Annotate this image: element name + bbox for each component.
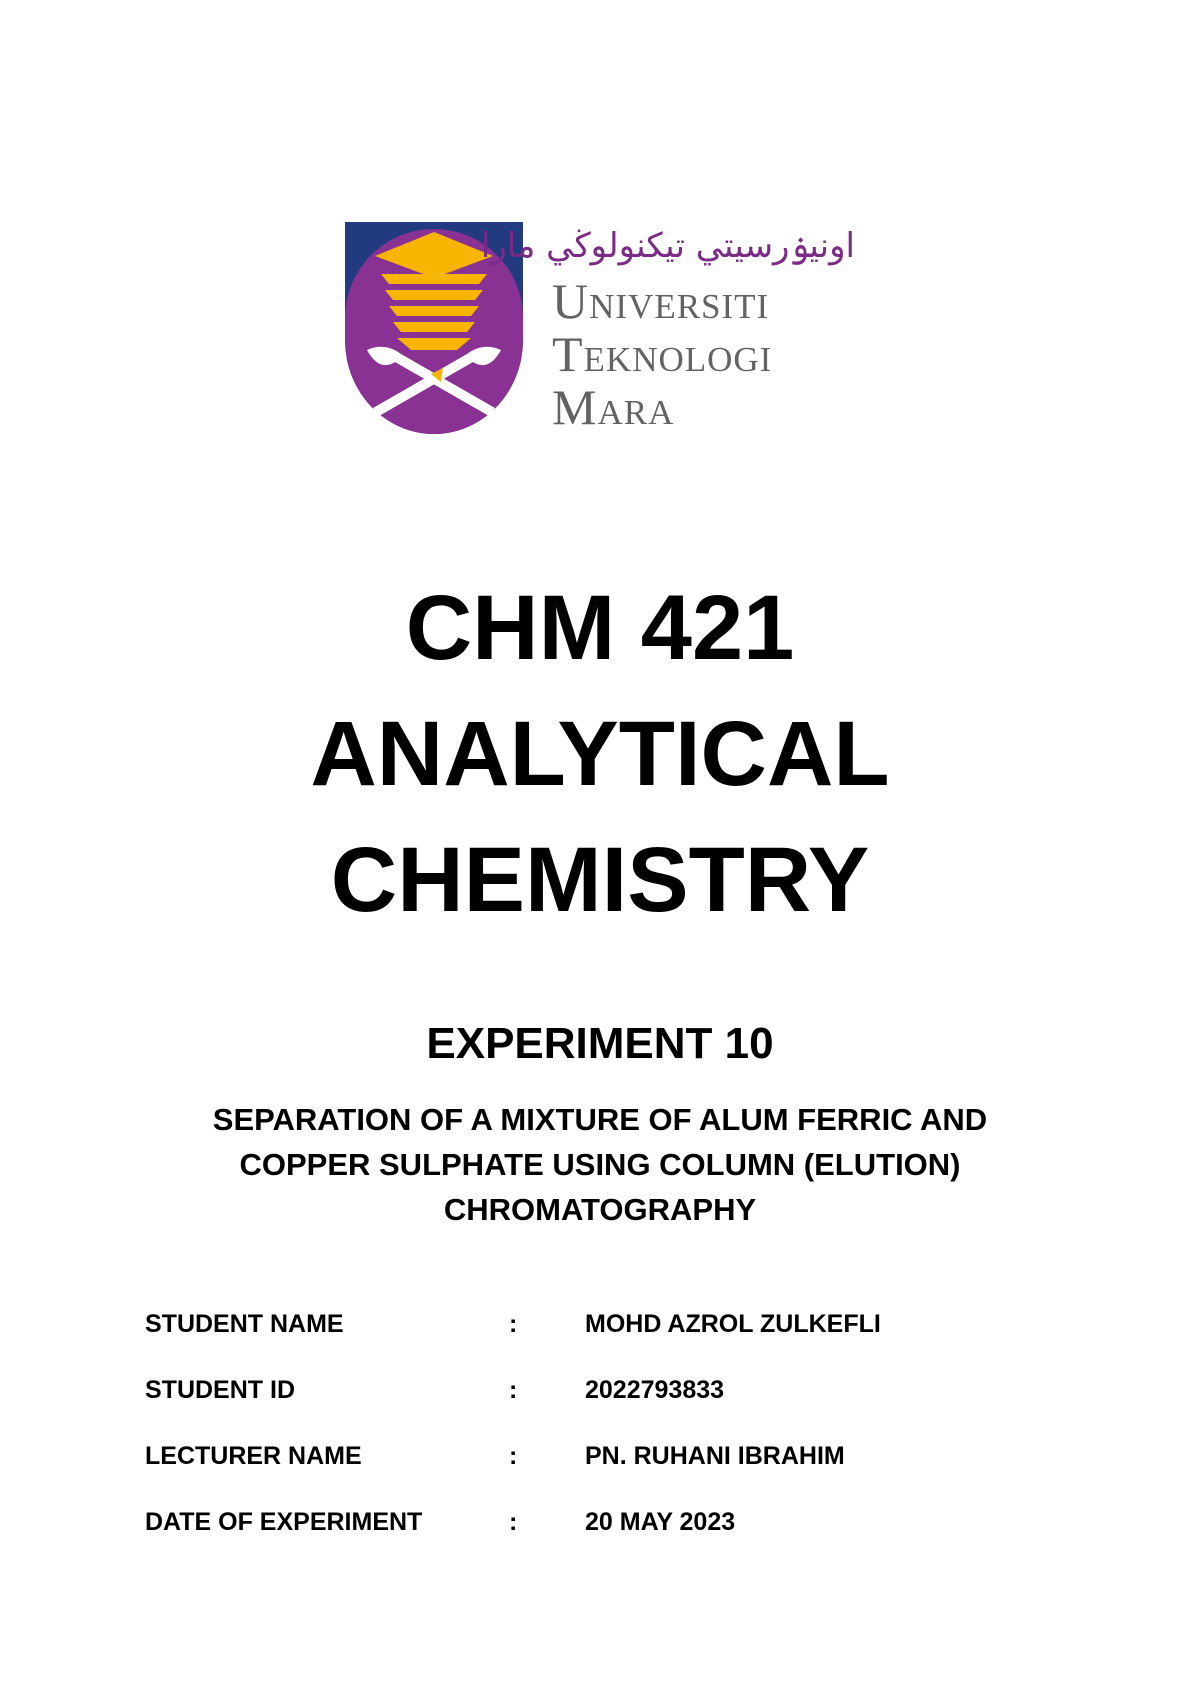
detail-row-student-name xyxy=(145,1306,1065,1372)
detail-label: LECTURER NAME xyxy=(145,1442,362,1470)
student-details-table xyxy=(145,1306,1065,1570)
logo-name-line2: Teknologi xyxy=(552,326,773,382)
experiment-subtitle xyxy=(100,1097,1100,1232)
detail-value: 2022793833 xyxy=(585,1376,725,1404)
detail-value: PN. RUHANI IBRAHIM xyxy=(585,1442,845,1470)
logo-name-line1: Universiti xyxy=(552,273,770,329)
detail-separator: : xyxy=(509,1508,518,1536)
detail-label: DATE OF EXPERIMENT xyxy=(145,1508,423,1536)
course-title-line1: ANALYTICAL xyxy=(310,703,890,805)
jawi-university-name: اونيۏرسيتي تيكنولوڬي مارا xyxy=(480,226,855,266)
detail-separator: : xyxy=(509,1442,518,1470)
detail-label: STUDENT ID xyxy=(145,1376,295,1404)
detail-row-lecturer-name xyxy=(145,1438,1065,1504)
detail-separator: : xyxy=(509,1310,518,1338)
detail-value: 20 MAY 2023 xyxy=(585,1508,736,1536)
course-code: CHM 421 xyxy=(405,577,795,679)
experiment-heading: EXPERIMENT 10 xyxy=(426,1019,774,1068)
experiment-subtitle-line3: CHROMATOGRAPHY xyxy=(443,1192,757,1227)
university-logo xyxy=(345,222,865,434)
detail-row-student-id xyxy=(145,1372,1065,1438)
course-title-block xyxy=(0,565,1200,943)
detail-separator: : xyxy=(509,1376,518,1404)
detail-value: MOHD AZROL ZULKEFLI xyxy=(585,1310,881,1338)
course-title-line2: CHEMISTRY xyxy=(330,829,870,931)
experiment-subtitle-line1: SEPARATION OF A MIXTURE OF ALUM FERRIC AND xyxy=(212,1102,988,1137)
experiment-subtitle-line2: COPPER SULPHATE USING COLUMN (ELUTION) xyxy=(239,1147,961,1182)
detail-label: STUDENT NAME xyxy=(145,1310,344,1338)
detail-row-date-of-experiment xyxy=(145,1504,1065,1570)
logo-name-line3: Mara xyxy=(552,379,675,435)
